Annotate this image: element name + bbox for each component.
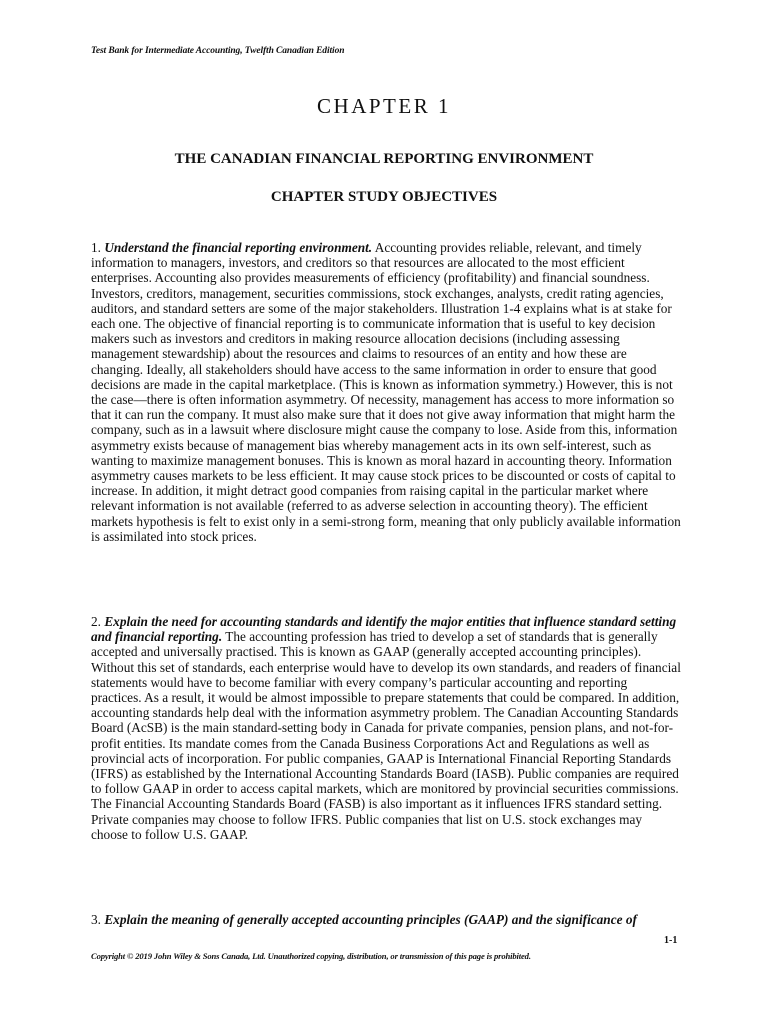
objective-2	[91, 614, 681, 842]
objective-1	[91, 240, 681, 544]
objective-1-number: 1.	[91, 240, 101, 255]
objective-1-heading: Understand the financial reporting environment.	[104, 240, 373, 255]
objective-2-number: 2.	[91, 614, 101, 629]
objectives-heading: CHAPTER STUDY OBJECTIVES	[270, 189, 498, 205]
copyright-notice: Copyright © 2019 John Wiley & Sons Canada, Ltd. Unauthorized copying, distribution, or transmission of this page is prohibited.	[91, 951, 531, 961]
chapter-subtitle: THE CANADIAN FINANCIAL REPORTING ENVIRONMENT	[174, 151, 594, 167]
running-header: Test Bank for Intermediate Accounting, Twelfth Canadian Edition	[91, 46, 345, 56]
chapter-title: CHAPTER 1	[317, 94, 451, 118]
objective-3-heading: Explain the meaning of generally accepted accounting principles (GAAP) and the significance of	[104, 912, 637, 927]
page-number: 1-1	[664, 935, 678, 946]
objective-3	[91, 912, 681, 927]
objective-3-number: 3.	[91, 912, 101, 927]
objective-1-text: Accounting provides reliable, relevant, and timely information to managers, investors, and creditors so that resources are allocated to the most efficient enterprises. Accounting also provides measurements of efficiency (profitability) and financial soundness. Investors, creditors, management, securities commissions, stock exchanges, analysts, credit rating agencies, auditors, and standard setters are some of the major stakeholders. Illustration 1-4 explains what is at stake for each one. The objective of financial reporting is to communicate information that is useful to key decision makers such as investors and creditors in making resource allocation decisions (including assessing management stewardship) about the resources and claims to resources of an entity and how these are changing. Ideally, all stakeholders should have access to the same information in order to ensure that good decisions are made in the capital marketplace. (This is known as information symmetry.) However, this is not the case—there is often information asymmetry. Of necessity, management has access to more information so that it can run the company. It must also make sure that it does not give away information that might harm the company, such as in a lawsuit where disclosure might cause the company to lose. Aside from this, information asymmetry exists because of management bias whereby management acts in its own self-interest, such as wanting to maximize management bonuses. This is known as moral hazard in accounting theory. Information asymmetry causes markets to be less efficient. It may cause stock prices to be discounted or costs of capital to increase. In addition, it might detract good companies from raising capital in the particular market where relevant information is not available (referred to as adverse selection in accounting theory). The efficient markets hypothesis is felt to exist only in a semi-strong form, meaning that only publicly available information is assimilated into stock prices.	[91, 240, 681, 544]
objective-2-text: The accounting profession has tried to develop a set of standards that is generally accepted and universally practised. This is known as GAAP (generally accepted accounting principles). Without this set of standards, each enterprise would have to develop its own standards, and readers of financial statements would have to become familiar with every company’s particular accounting and reporting practices. As a result, it would be almost impossible to prepare statements that could be compared. In addition, accounting standards help deal with the information asymmetry problem. The Canadian Accounting Standards Board (AcSB) is the main standard-setting body in Canada for private companies, pension plans, and not-for-profit entities. Its mandate comes from the Canada Business Corporations Act and Regulations as well as provincial acts of incorporation. For public companies, GAAP is International Financial Reporting Standards (IFRS) as established by the International Accounting Standards Board (IASB). Public companies are required to follow GAAP in order to access capital markets, which are monitored by provincial securities commissions. The Financial Accounting Standards Board (FASB) is also important as it influences IFRS standard setting. Private companies may choose to follow IFRS. Public companies that list on U.S. stock exchanges may choose to follow U.S. GAAP.	[91, 629, 681, 842]
objective-2-heading: Explain the need for accounting standards and identify the major entities that influence standard setting and financial reporting.	[91, 614, 677, 645]
